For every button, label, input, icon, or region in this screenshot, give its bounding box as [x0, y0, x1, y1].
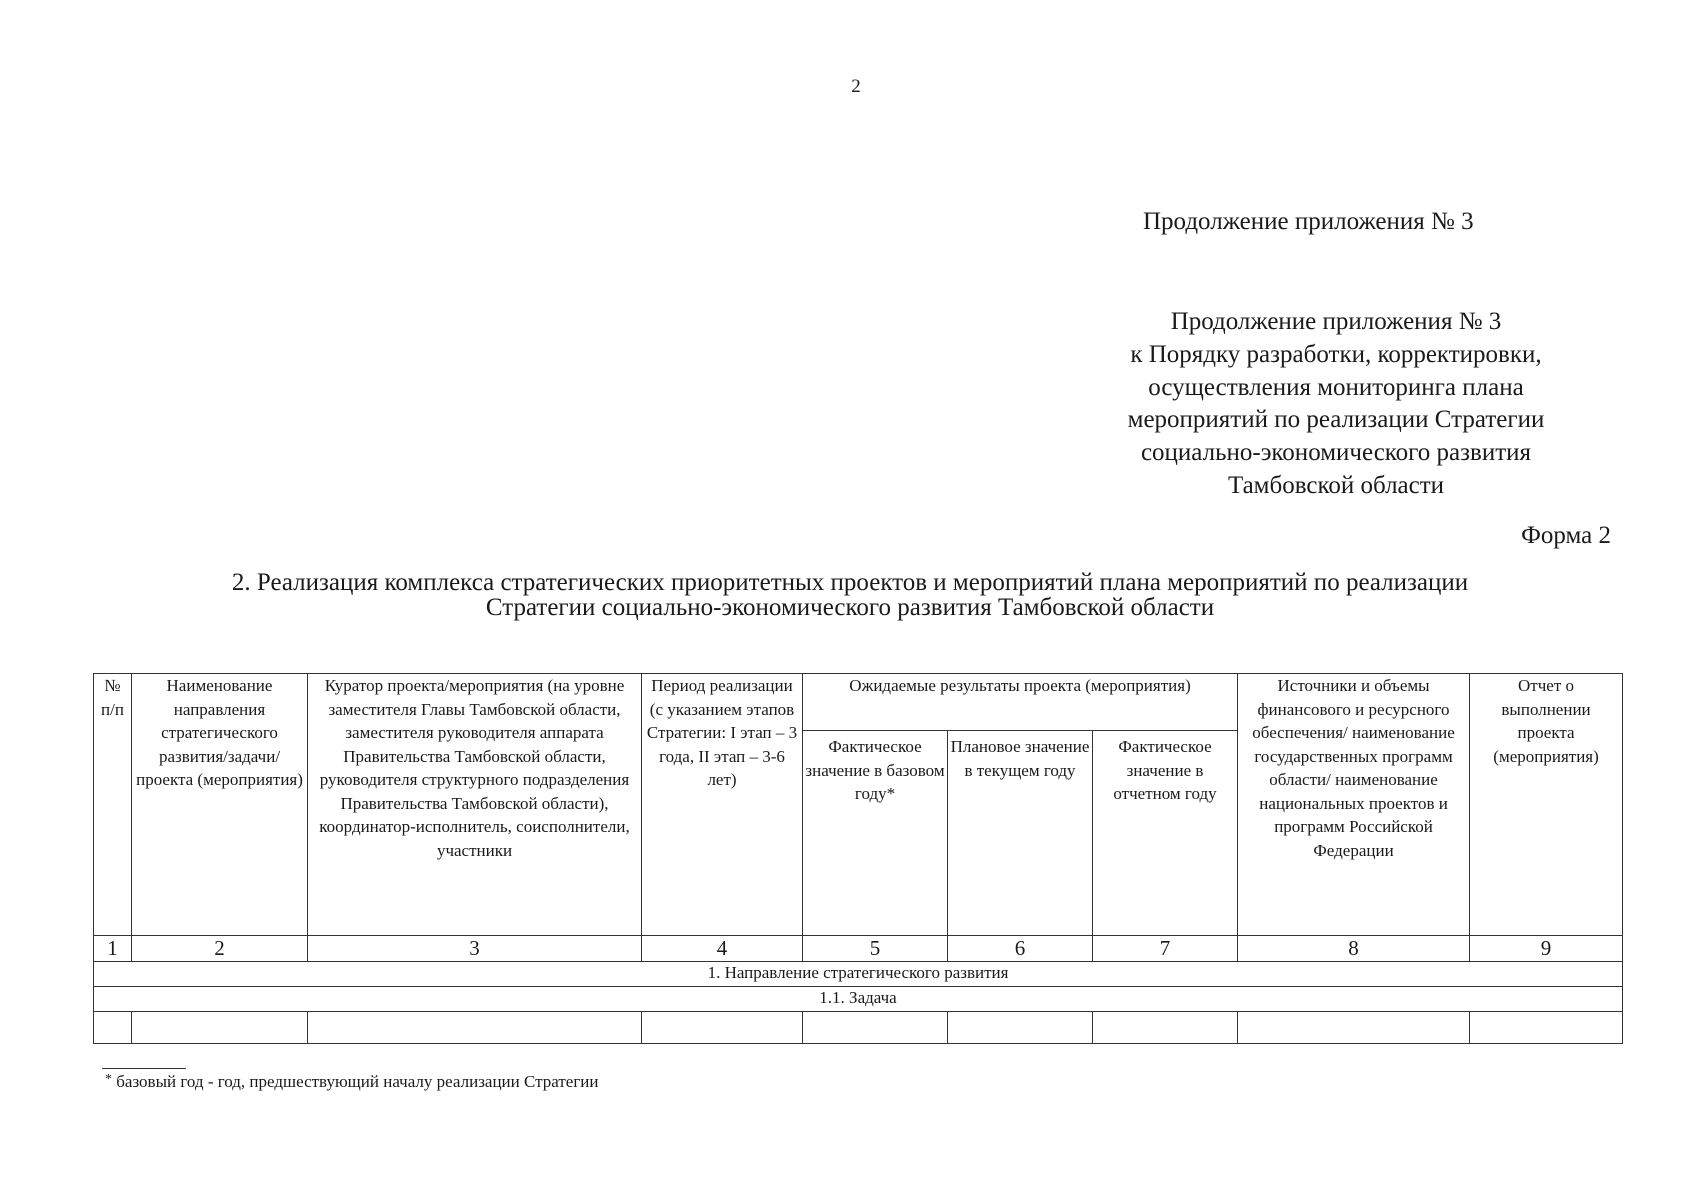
header-curator: Куратор проекта/мероприятия (на уровне заместителя Главы Тамбовской области, заместителя руководителя аппарата Правительства Тамбовской области, руководителя структурного подразделения Правительства Тамбовской области), координатор-исполнитель, соисполнители, участники: [308, 674, 642, 936]
direction-label: 1. Направление стратегического развития: [94, 962, 1623, 987]
header-number: № п/п: [94, 674, 132, 936]
implementation-table: [93, 673, 1623, 1044]
column-number: 8: [1238, 936, 1470, 962]
table-cell: [1093, 1012, 1238, 1044]
column-number: 9: [1470, 936, 1623, 962]
column-number-row: [94, 936, 1623, 962]
column-number: 7: [1093, 936, 1238, 962]
column-number: 1: [94, 936, 132, 962]
page-number: 2: [851, 76, 861, 97]
task-label: 1.1. Задача: [94, 987, 1623, 1012]
continuation-heading: Продолжение приложения № 3: [1143, 208, 1474, 235]
header-planned-current-year: Плановое значение в текущем году: [948, 731, 1093, 936]
footnote-marker: *: [105, 1072, 112, 1087]
annex-line: Тамбовской области: [1227, 471, 1445, 499]
annex-line: осуществления мониторинга плана: [1148, 373, 1524, 401]
direction-row: [94, 962, 1623, 987]
title-line-2: Стратегии социально-экономического развития Тамбовской области: [485, 594, 1215, 621]
table-cell: [642, 1012, 803, 1044]
header-actual-base-year: Фактическое значение в базовом году*: [803, 731, 948, 936]
annex-line: мероприятий по реализации Стратегии: [1127, 406, 1545, 434]
header-actual-reporting-year: Фактическое значение в отчетном году: [1093, 731, 1238, 936]
footnote: [105, 1072, 599, 1092]
table-row: [94, 1012, 1623, 1044]
table-cell: [948, 1012, 1093, 1044]
annex-reference: [1052, 306, 1620, 503]
footnote-text: базовый год - год, предшествующий началу реализации Стратегии: [112, 1072, 599, 1091]
table-cell: [94, 1012, 132, 1044]
table-cell: [803, 1012, 948, 1044]
annex-line: к Порядку разработки, корректировки,: [1130, 340, 1542, 368]
column-number: 2: [132, 936, 308, 962]
table-cell: [1470, 1012, 1623, 1044]
footnote-divider: [102, 1068, 186, 1069]
header-period: Период реализации (с указанием этапов Стратегии: I этап – 3 года, II этап – 3-6 лет): [642, 674, 803, 936]
annex-line: социально-экономического развития: [1140, 439, 1532, 467]
table-cell: [1238, 1012, 1470, 1044]
header-direction-name: Наименование направления стратегического развития/задачи/ проекта (мероприятия): [132, 674, 308, 936]
column-number: 5: [803, 936, 948, 962]
annex-line: Продолжение приложения № 3: [1170, 308, 1502, 335]
header-funding-sources: Источники и объемы финансового и ресурсного обеспечения/ наименование государственных программ области/ наименование национальных проектов и программ Российской Федерации: [1238, 674, 1470, 936]
header-expected-results: Ожидаемые результаты проекта (мероприятия): [803, 674, 1238, 731]
table-cell: [308, 1012, 642, 1044]
column-number: 6: [948, 936, 1093, 962]
document-title: [130, 570, 1570, 620]
form-label: Форма 2: [1521, 522, 1611, 549]
title-line-1: 2. Реализация комплекса стратегических приоритетных проектов и мероприятий плана мероприятий по реализации: [231, 569, 1469, 596]
table-cell: [132, 1012, 308, 1044]
column-number: 3: [308, 936, 642, 962]
column-number: 4: [642, 936, 803, 962]
task-row: [94, 987, 1623, 1012]
header-report: Отчет о выполнении проекта (мероприятия): [1470, 674, 1623, 936]
